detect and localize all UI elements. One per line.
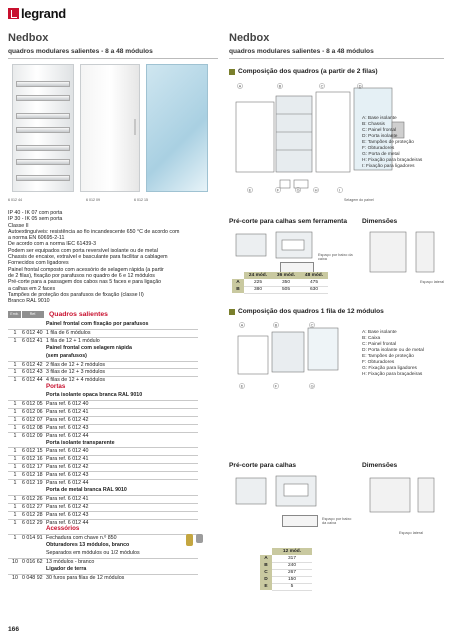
description-cell: 4 filas de 12 + 4 módulos [46,377,106,384]
description-line: Branco RAL 9010 [8,298,50,305]
description-line: Autoextinguíveis: resistência ao fio incandescente 650 °C de acordo com [8,228,180,235]
right-header-rule [229,58,444,59]
column-header-ref: Ref. [22,311,44,318]
description-cell: (sem parafusos) [46,352,87,359]
svg-text:D: D [358,83,362,89]
description-cell: Para ref. 6 012 41 [46,495,89,502]
table-row [8,471,198,478]
table-row [8,329,198,336]
emb-cell: 1 [13,464,17,471]
section-square-icon [229,69,235,75]
table-row [8,424,198,431]
ref-cell: 6 012 43 [22,369,43,376]
brand-logo [8,6,66,21]
description-line: Podem ser equipados com porta reversível isolante ou de metal [8,247,158,254]
table-row [8,416,198,423]
table-header [8,310,222,319]
emb-cell: 1 [13,511,17,518]
column-header: 36 mód. [272,272,300,279]
legend-item: F: Obturadores [362,360,395,365]
description-cell: Para ref. 6 012 41 [46,408,89,415]
legend-item: F: Obturadores [362,146,395,151]
emb-cell: 1 [13,503,17,510]
ref-cell: 6 012 15 [22,448,43,455]
precut-heading: Pré-corte para calhas sem ferramenta [229,218,348,225]
left-subtitle: quadros modulares salientes - 8 a 48 módulos [8,48,153,55]
table-row [8,495,198,502]
product-photo-opaque-door [80,64,140,192]
table-row [8,550,198,556]
legrand-logo-icon [8,8,19,19]
ref-cell: 6 012 08 [22,424,43,431]
right-title: Nedbox [229,32,270,44]
dimensions-2-drawing [364,472,444,524]
emb-cell: 1 [13,480,17,486]
description-cell: Para ref. 6 012 40 [46,448,89,455]
back-space-label: Espaço por baixo da caixa [318,253,353,261]
svg-text:G: G [296,187,300,193]
section-square-icon [229,309,235,315]
description-cell: Para ref. 6 012 44 [46,480,89,486]
legend-item: A: Base isolante [362,330,397,335]
description-cell: Para ref. 6 012 43 [46,511,89,518]
legend-item: H: Fixação para braçadeiras [362,372,423,377]
emb-cell: 1 [13,519,17,526]
svg-text:F: F [276,187,280,193]
key-icon [186,534,193,546]
table-row: D 150 [260,576,312,583]
legend-item: A: Base isolante [362,116,397,121]
description-cell: Para ref. 6 012 43 [46,424,89,431]
table-row [8,392,198,398]
right-subtitle: quadros modulares salientes - 8 a 48 módulos [229,48,374,55]
category-heading [8,384,198,390]
table-row [8,455,198,462]
description-line: de 2 filas), fixação por parafusos no quadro de 6 e 12 módulos [8,272,155,279]
legend-item: G: Fixação para ligadores [362,366,417,371]
table-row [8,534,198,541]
table-row [8,558,198,565]
side-space-label: Espaço lateral [420,280,445,284]
ref-cell: 6 012 26 [22,495,43,502]
ref-cell: 6 012 17 [22,464,43,471]
left-header-rule [8,58,218,59]
brand-name: legrand [21,6,66,21]
svg-text:H: H [314,187,318,193]
precut-2-heading: Pré-corte para calhas [229,462,297,469]
ref-cell: 6 012 07 [22,416,43,423]
description-cell: Painel frontal com selagem rápida [46,344,132,351]
ref-cell: 0 048 92 [22,574,43,581]
description-cell: Portas [46,383,66,391]
description-cell: Porta isolante transparente [46,439,115,446]
description-cell: 30 furos para filas de 12 módulos [46,574,125,581]
svg-text:C: C [310,322,314,328]
table-row [8,361,198,368]
ref-cell: 6 012 18 [22,472,43,479]
description-line: De acordo com a norma IEC 61439-3 [8,241,97,248]
product-table [8,310,222,590]
product-ref-label: 6 012 09 [86,198,100,202]
composition-2-heading: Composição dos quadros 1 fila de 12 módulos [229,308,384,315]
column-header: 24 mód. [244,272,272,279]
table-row: A 225 350 475 [232,279,328,286]
back-space-2-label: Espaço por baixo da caixa [322,517,352,525]
description-cell: Para ref. 6 012 42 [46,464,89,471]
product-photo-cabinet-4-rows [12,64,74,192]
description-cell: Porta de metal branca RAL 9010 [46,486,127,493]
description-cell: Para ref. 6 012 40 [46,401,89,407]
ref-cell: 6 012 05 [22,401,43,407]
description-cell: 1 fila de 6 módulos [46,329,91,336]
table-row [8,574,198,581]
description-line: Classe II [8,222,29,229]
legend-item: B: Chassis [362,122,385,127]
ref-cell: 6 012 16 [22,456,43,463]
product-photo-transparent-door [146,64,208,192]
table-row [8,479,198,486]
table-row [8,337,198,344]
emb-cell: 1 [13,495,17,502]
legend-item: D: Porta isolante ou de metal [362,348,424,353]
lock-photo [186,534,203,546]
table-row [8,368,198,375]
emb-cell: 10 [12,574,18,581]
description-cell: Para ref. 6 012 43 [46,472,89,479]
ref-cell: 6 012 19 [22,480,43,486]
description-cell: 2 filas de 12 + 2 módulos [46,361,106,368]
description-cell: 3 filas de 12 + 3 módulos [46,369,106,376]
table-row [8,447,198,454]
table-row [8,432,198,439]
emb-cell: 1 [13,337,17,344]
description-cell: Ligador de terra [46,565,87,572]
back-space-2-drawing [282,515,318,527]
product-description [8,210,222,304]
category-heading [8,526,198,532]
table-row [8,353,198,359]
table-row: A 317 [260,555,312,562]
column-header-emb: Emb. [8,311,21,318]
emb-cell: 1 [13,424,17,431]
svg-text:E: E [248,187,252,193]
table-row [8,487,198,493]
description-line: Chassis de encaixe, extraível e basculante para facilitar a cablagem [8,254,168,261]
table-row [8,321,198,327]
description-cell: Para ref. 6 012 44 [46,432,89,439]
left-title: Nedbox [8,32,49,44]
description-line: Fornecidos com ligadores [8,260,69,267]
legend-item: C: Painel frontal [362,342,397,347]
description-line: IP 40 - IK 07 com porta [8,210,63,216]
side-space-2-label: Espaço lateral [399,531,424,535]
emb-cell: 1 [13,472,17,479]
description-cell: Para ref. 6 012 44 [46,519,89,526]
table-row [8,463,198,470]
legend-item: C: Painel frontal [362,128,397,133]
product-ref-label: 6 012 44 [8,198,22,202]
description-cell: 13 módulos - branco [46,559,95,565]
composition-legend [362,116,448,170]
dimensions-drawing [364,228,444,280]
legend-item: I: Fixação para ligadores [362,164,415,169]
description-cell: Fechadura com chave n.º 850 [46,535,117,542]
dimensions-table-1 [232,272,328,294]
table-row [8,400,198,407]
description-cell: Painel frontal com fixação por parafusos [46,321,149,327]
description-cell: Para ref. 6 012 41 [46,456,89,463]
table-row [8,376,198,383]
description-cell: 1 fila de 12 + 1 módulo [46,337,100,344]
table-heading: Quadros salientes [49,311,108,318]
page-number: 166 [8,626,20,633]
lock-icon [196,534,203,543]
emb-cell: 1 [13,416,17,423]
emb-cell: 1 [13,401,17,407]
svg-text:B: B [274,322,278,328]
seal-label: Selagem do painel [344,198,374,202]
exploded-assembly-drawing-2 [232,320,356,392]
legend-item: E: Tampões de proteção [362,140,414,145]
dimensions-table-2 [260,548,312,591]
emb-cell: 1 [13,369,17,376]
emb-cell: 1 [13,329,17,336]
svg-text:A: A [238,83,242,89]
ref-cell: 6 012 40 [22,329,43,336]
table-row: B 380 505 630 [232,286,328,293]
table-row [8,511,198,518]
dimensions-heading: Dimensões [362,218,398,225]
legend-item: G: Porta de metal [362,152,400,157]
svg-text:C: C [320,83,324,89]
description-line: Pré-corte para a passagem dos cabos nas 5 faces e para ligação [8,279,162,286]
ref-cell: 0 014 91 [22,535,43,542]
emb-cell: 1 [13,408,17,415]
emb-cell: 1 [13,535,17,542]
emb-cell: 1 [13,448,17,455]
description-cell: Porta isolante opaca branca RAL 9010 [46,392,143,399]
table-row [8,408,198,415]
emb-cell: 1 [13,361,17,368]
svg-text:A: A [240,322,244,328]
ref-cell: 6 012 06 [22,408,43,415]
ref-cell: 6 012 09 [22,432,43,439]
legend-item: H: Fixação para braçadeiras [362,158,423,163]
ref-cell: 6 012 29 [22,519,43,526]
description-cell: Acessórios [46,525,80,533]
svg-text:F: F [274,383,278,389]
description-cell: Obturadores 13 módulos, branco [46,542,130,549]
table-row: B 240 [260,562,312,569]
description-line: Tampões de proteção dos parafusos de fixação (classe II) [8,291,144,298]
ref-cell: 6 012 42 [22,361,43,368]
emb-cell: 1 [13,377,17,384]
ref-cell: 6 012 44 [22,377,43,384]
table-row [8,503,198,510]
legend-item: E: Tampões de proteção [362,354,414,359]
table-row [8,566,198,572]
description-line: a norma EN 60695-2-11 [8,235,65,242]
column-header: 48 mód. [300,272,328,279]
ref-cell: 6 012 27 [22,503,43,510]
svg-text:I: I [339,187,341,193]
dimensions-2-heading: Dimensões [362,462,398,469]
description-line: IP 30 - IK 05 sem porta [8,216,63,223]
emb-cell: 1 [13,432,17,439]
legend-item: D: Porta isolante [362,134,398,139]
column-header: 12 mód. [272,548,312,555]
description-cell: Para ref. 6 012 42 [46,503,89,510]
table-row: C 267 [260,569,312,576]
table-row: E 5 [260,583,312,590]
table-row [8,345,198,351]
svg-text:G: G [310,383,314,389]
description-line: a calhas em 2 faces [8,285,56,292]
precut-2-drawing [232,472,356,512]
description-cell: Para ref. 6 012 42 [46,416,89,423]
ref-cell: 6 012 41 [22,337,43,344]
product-ref-label: 6 012 15 [134,198,148,202]
svg-text:B: B [278,83,282,89]
description-cell: Separados em módulos ou 1/2 módulos [46,550,140,557]
legend-item: B: Caixa [362,336,381,341]
table-row [8,519,198,526]
table-row [8,542,198,548]
description-line: Painel frontal composto com acessório de selagem rápida (a partir [8,266,164,273]
svg-text:E: E [240,383,244,389]
ref-cell: 0 016 62 [22,559,43,565]
emb-cell: 10 [12,559,18,565]
table-row [8,440,198,446]
composition-2-legend [362,330,448,378]
emb-cell: 1 [13,456,17,463]
ref-cell: 6 012 28 [22,511,43,518]
composition-heading: Composição dos quadros (a partir de 2 filas) [229,68,378,75]
